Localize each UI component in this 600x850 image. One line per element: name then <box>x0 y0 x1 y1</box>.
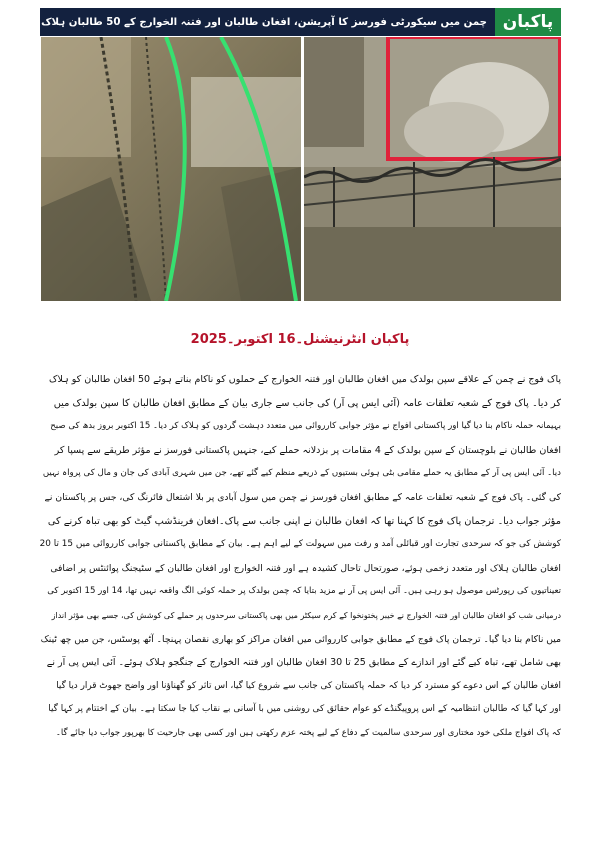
headline-bar <box>40 8 561 36</box>
headline-text: چمن میں سیکورٹی فورسز کا آپریشن، افغان طالبان اور فتنہ الخوارج کے 50 طالبان ہلاک <box>41 16 487 28</box>
article-line: پاک فوج نے چمن کے علاقے سپن بولدک میں افغان طالبان اور فتنہ الخوارج کے حملوں کو ناکام بناتے ہوئے 50 افغان طالبان کو ہلاک <box>49 374 561 385</box>
aerial-photo <box>41 37 301 301</box>
article-line: میں ناکام بنا دیا گیا۔ ترجمان پاک فوج کے مطابق جوابی کارروائی میں افغان مراکز کو بھاری نقصان پہنچا۔ آٹھ پوسٹس، جن میں چھ ٹینک <box>40 633 561 645</box>
article-line: افغان طالبان نے بلوچستان کے سپن بولدک کے 4 مقامات پر بزدلانہ حملے کیے، جنہیں پاکستانی فورسز نے مؤثر طریقے سے پسپا کر <box>54 444 561 456</box>
article-line: کوشش کی جو کہ سرحدی تجارت اور قبائلی آمد و رفت میں سہولت کے لیے اہم ہے۔ بیان کے مطابق پاکستانی جوابی کارروائی میں 15 تا 20 <box>40 539 561 550</box>
article-line: کہ پاک افواج ملکی خود مختاری اور سرحدی سالمیت کے دفاع کے لیے پختہ عزم رکھتی ہیں اور کسی بھی جارحیت کا بھرپور جواب دیا جائے گا۔ <box>55 727 561 738</box>
article-line: تعیناتیوں کی رپورٹس موصول ہو رہی ہیں۔ آئی ایس پی آر نے مزید بتایا کہ چمن بولدک پر حملہ کوئی الگ واقعہ نہیں تھا، 14 اور 15 اکتوبر کی <box>47 586 561 597</box>
article-line: افغان طالبان کے اس دعوے کو مسترد کر دیا کہ حملہ پاکستان کی جانب سے شروع کیا گیا، اس تاثر کو گھناؤنا اور واضح جھوٹ قرار دیا گیا <box>56 680 561 691</box>
photo-strip <box>41 37 561 301</box>
article-line: دیا۔ آئی ایس پی آر کے مطابق یہ حملے مقامی بٹی ہوئی بستیوں کے ذریعے منظم کیے گئے تھے، جن میں شہری آبادی کی جان و مال کی پرواہ نہیں <box>42 468 561 479</box>
article-line: بہیمانہ حملہ ناکام بنا دیا گیا اور پاکستانی افواج نے مؤثر جوابی کارروائی میں متعدد دہشت گردوں کو ہلاک کر دیا۔ 15 اکتوبر بروز بدھ کی صبح <box>50 421 561 432</box>
dateline: پاکبان انٹرنیشنل۔16 اکتوبر۔2025 <box>190 332 410 347</box>
article-line: مؤثر جواب دیا۔ ترجمان پاک فوج کا کہنا تھا کہ افغان طالبان نے اپنی جانب سے پاک۔افغان فرینڈشپ گیٹ کو بھی تباہ کرنے کی <box>47 515 561 527</box>
article-line: کی گئی۔ پاک فوج کے شعبہ تعلقات عامہ کے مطابق افغان فورسز نے چمن میں سول آبادی پر بلا اشتعال فائرنگ کی، جس پر پاکستان نے <box>44 491 561 503</box>
article-line: بھی شامل تھے، تباہ کیے گئے اور اندازے کے مطابق 25 تا 30 افغان طالبان اور فتنہ الخوارج کے جنگجو ہلاک ہوئے۔ آئی ایس پی آر نے <box>46 657 561 669</box>
article-line: درمیانی شب کو افغان طالبان اور فتنہ الخوارج نے خیبر پختونخوا کے کرم سیکٹر میں بھی پاکستانی سرحدوں پر حملے کی کوشش کی، جسے بھی مؤثر انداز <box>51 610 561 620</box>
article-line: اور کہا گیا کہ طالبان انتظامیہ کے اس پروپیگنڈے کو عوام حقائق کی روشنی میں با آسانی بے نقاب کیا جا سکتا ہے۔ بیان کے اختتام پر کہا گیا <box>48 704 561 715</box>
article-body <box>40 368 561 846</box>
article-line: افغان طالبان ہلاک اور متعدد زخمی ہوئے، صورتحال تاحال کشیدہ ہے اور فتنہ الخوارج اور افغان طالبان کے سٹیجنگ پوائنٹس پر اضافی <box>50 562 561 574</box>
article-line: کر دیا۔ پاک فوج کے شعبہ تعلقات عامہ (آئی ایس پی آر) کی جانب سے جاری بیان کے مطابق افغان طالبان کا سپن بولدک میں <box>53 397 561 409</box>
border-fence-photo <box>304 37 561 301</box>
brand-logo: پاکبان <box>495 8 561 36</box>
